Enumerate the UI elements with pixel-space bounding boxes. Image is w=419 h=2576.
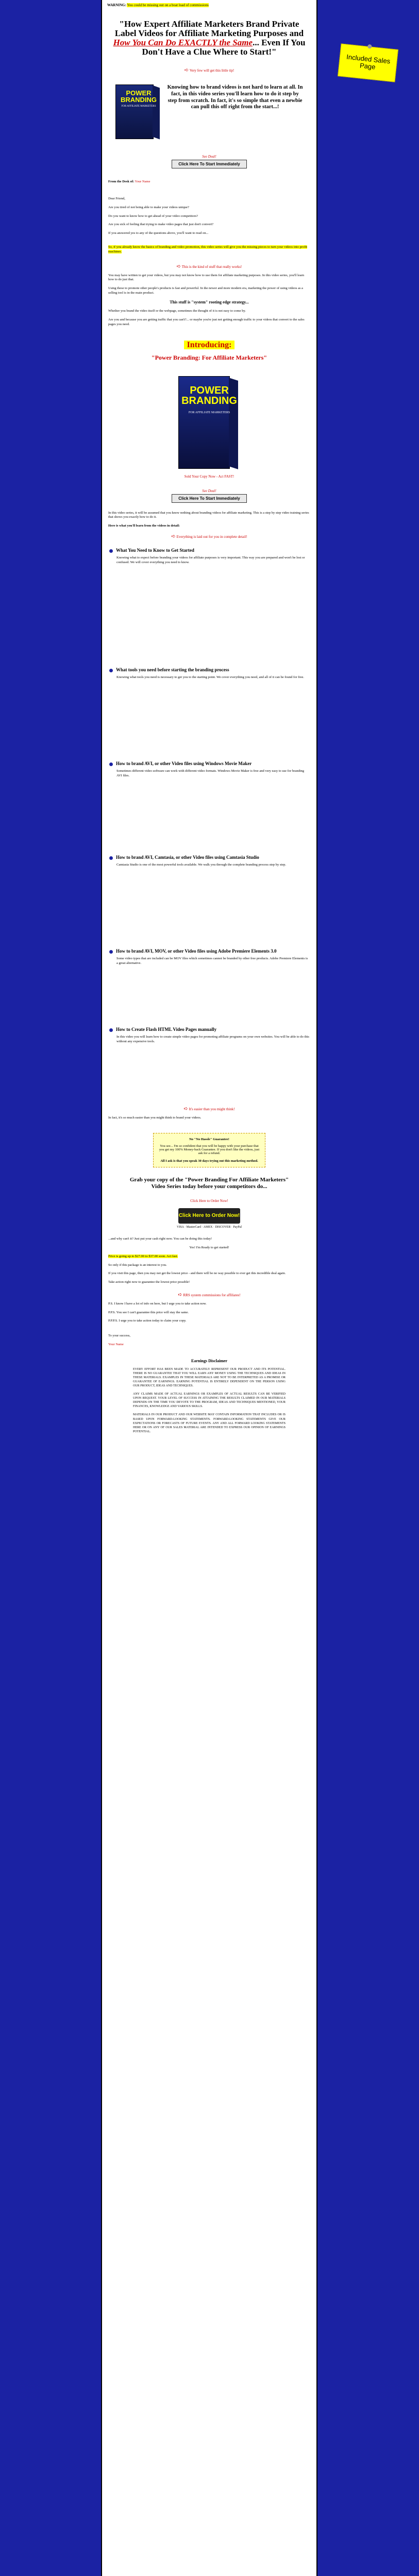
- see-deal-label: See Deal!: [202, 155, 216, 159]
- arrow-icon: ➪: [183, 1106, 188, 1112]
- paragraph: So only if this package is an interest to you.: [108, 1263, 167, 1267]
- main-headline: [109, 20, 309, 56]
- product-box-large: [178, 376, 240, 471]
- feature-title: How to brand AVI, Camtasia, or other Video files using Camtasia Studio: [116, 854, 259, 860]
- feature-title: How to brand AVI, MOV, or other Video files using Adobe Premiere Elements 3.0: [116, 948, 277, 954]
- guarantee-signature: All I ask is that you speak 30 days trying out this marketing method.: [160, 1159, 258, 1163]
- guarantee-title: No "No Hassle" Guarantee!: [189, 1137, 229, 1141]
- warning-label: WARNING:: [107, 3, 126, 7]
- headline-part2: ... Even If You Don't Have a Clue Where to Start!": [142, 37, 306, 57]
- hero-text: Knowing how to brand videos is not hard to learn at all. In fact, in this video series you'll learn how to do it step by step from scratch. In fact, it's so simple that even a newbie can pull this off right from the start...!: [167, 84, 303, 110]
- bullet-icon: [109, 669, 113, 672]
- paragraph: Take action right now to guarantee the lowest price possible!: [108, 1280, 190, 1284]
- bullet-icon: [109, 856, 113, 860]
- feature-heading: [109, 548, 309, 553]
- arrow-icon: ➪: [178, 1292, 182, 1298]
- see-deal-label: See Deal!: [202, 488, 216, 493]
- feature-paragraph: Camtasia Studio is one of the most powerful tools available. We walk you through the complete branding process step by step.: [116, 862, 286, 867]
- paragraph: ...and why can't it? Just put your cash right now. You can be doing this today!: [108, 1237, 212, 1241]
- introducing-heading: [102, 341, 316, 350]
- feature-heading: [109, 761, 309, 766]
- tip-text: This is the kind of stuff that really works!: [181, 264, 242, 269]
- paragraph: P.P.S. You see I can't guarantee this price will stay the same.: [108, 1310, 189, 1314]
- paragraph: Do you want to know how to get ahead of your video competitors?: [108, 214, 198, 218]
- feature-paragraph: Knowing what to expect before branding your videos for affiliate purposes is very important. This way you are prepared and won't be lost or confused. We will cover everything you need to know.: [116, 555, 305, 564]
- feature-heading: [109, 855, 309, 860]
- hero-section: [115, 84, 303, 141]
- order-block-1: [102, 155, 316, 168]
- order-now-button[interactable]: Click Here to Order Now!: [178, 1208, 240, 1224]
- tip-text: RRS system commissions for affiliates!: [183, 1293, 241, 1297]
- from-name: Your Name: [135, 180, 150, 184]
- product-box-subtitle: FOR AFFILIATE MARKETERS: [188, 411, 230, 414]
- tip-line: [102, 1106, 316, 1112]
- paragraph-center: Yes! I'm Ready to get started!: [189, 1245, 229, 1249]
- headline-emphasis: How You Can Do EXACTLY the Same: [113, 37, 253, 47]
- feature-sections: [102, 548, 316, 1097]
- credit-cards: VISA · MasterCard · AMEX · DISCOVER · PayPal: [177, 1226, 242, 1229]
- tip-text: It's easier than you might think!: [189, 1107, 235, 1111]
- disclaimer-paragraph: ANY CLAIMS MADE OF ACTUAL EARNINGS OR EXAMPLES OF ACTUAL RESULTS CAN BE VERIFIED UPON REQUEST. YOUR LEVEL OF SUCCESS IN ATTAINING THE RESULTS CLAIMED IN OUR MATERIALS DEPENDS ON THE TIME YOU DEVOTE TO THE PROGRAM, IDEAS AND TECHNIQUES MENTIONED, YOUR FINANCES, KNOWLEDGE AND VARIOUS SKILLS.: [133, 1393, 286, 1409]
- letter-body-6: [102, 1302, 316, 1347]
- tip-line: [102, 67, 316, 73]
- guarantee-text: You see... I'm so confident that you will be happy with your purchase that you get my 100% Money-back Guarantee. If you don't like the videos, just ask for a refund.: [159, 1144, 260, 1155]
- letter-body-5: [102, 1237, 316, 1285]
- disclaimer-paragraph: MATERIALS IN OUR PRODUCT AND OUR WEBSITE MAY CONTAIN INFORMATION THAT INCLUDES OR IS BASED UPON FORWARD-LOOKING STATEMENTS. FORWARD-LOOKING STATEMENTS GIVE OUR EXPECTATIONS OR FORECASTS OF FUTURE EVENTS. ANY AND ALL FORWARD LOOKING STATEMENTS HERE OR ON ANY OF OUR SALES MATERIAL ARE INTENDED TO EXPRESS OUR OPINION OF EARNINGS POTENTIAL.: [133, 1413, 286, 1433]
- product-title: "Power Branding: For Affiliate Marketers": [151, 353, 267, 361]
- paragraph: Are you and because you are getting traffic that you can't?... or maybe you're just not getting enough traffic to your videos that convert to the sales pages you need.: [108, 318, 305, 326]
- feature-paragraph: Sometimes different video software can work with different video formats. Windows Movie Maker is free and very easy to use for branding AVI files.: [116, 769, 304, 777]
- feature-heading: [109, 667, 309, 672]
- highlight-text: So, if you already know the basics of branding and video promotion, this video series will give you the missing pieces to turn your videos into profit machines.: [108, 245, 307, 253]
- start-immediately-button[interactable]: Click Here To Start Immediately: [172, 494, 246, 503]
- guarantee-box: [153, 1133, 265, 1167]
- letter-body-4: [102, 1116, 316, 1121]
- warning-text: You could be missing out on a boat load of commissions: [127, 3, 209, 7]
- paragraph: If you answered yes to any of the questions above, you'll want to read on...: [108, 231, 209, 235]
- paragraph: P.S. I know I have a lot of info on here, but I urge you to take action now.: [108, 1301, 207, 1306]
- paragraph: You may have written to get your videos, but you may not know how to use them for affiliate marketing purposes. In this video series, you'll learn how to do just that.: [108, 273, 305, 282]
- paragraph: If you visit this page, then you may not get the lowest price - and there will be no way possible to ever get this incredible deal again.: [108, 1272, 286, 1276]
- closing: To your success,: [108, 1334, 131, 1338]
- warning-bar: [102, 0, 316, 9]
- feature-title: How to brand AVI, or other Video files using Windows Movie Maker: [116, 760, 252, 766]
- feature-text: [116, 556, 309, 659]
- tip-line: [102, 264, 316, 269]
- feature-paragraph: Knowing what tools you need is necessary to get you to the starting point. We cover everything you need, and all of it can be found for free.: [116, 675, 304, 679]
- bullet-icon: [109, 950, 113, 954]
- disclaimer-title: Earnings Disclaimer: [191, 1358, 227, 1363]
- introducing-text: Introducing:: [184, 341, 235, 349]
- bullet-icon: [109, 1028, 113, 1032]
- included-sales-page-note: [338, 43, 398, 82]
- feature-text: [116, 675, 309, 753]
- product-box-title: POWER BRANDING: [181, 384, 237, 406]
- tip-line: [102, 534, 316, 539]
- disclaimer-paragraph: EVERY EFFORT HAS BEEN MADE TO ACCURATELY REPRESENT OUR PRODUCT AND ITS POTENTIAL. THERE IS NO GUARANTEE THAT YOU WILL EARN ANY MONEY USING THE TECHNIQUES AND IDEAS IN THESE MATERIALS. EXAMPLES IN THESE MATERIALS ARE NOT TO BE INTERPRETED AS A PROMISE OR GUARANTEE OF EARNINGS. EARNING POTENTIAL IS ENTIRELY DEPENDENT ON THE PERSON USING OUR PRODUCT, IDEAS AND TECHNIQUES.: [133, 1367, 286, 1388]
- feature-text: [116, 1035, 309, 1097]
- pin-icon: [367, 44, 372, 49]
- feature-text: [116, 863, 309, 940]
- product-box-subtitle: FOR AFFILIATE MARKETERS: [121, 105, 156, 108]
- paragraph-highlight: [108, 1255, 310, 1259]
- paragraph: Here is what you'll learn from the videos in detail:: [108, 524, 180, 528]
- headline-part1: "How Expert Affiliate Marketers Brand Private Label Videos for Affiliate Marketing Purposes and: [114, 19, 304, 38]
- paragraph: Dear Friend,: [108, 197, 125, 201]
- feature-paragraph: Some video types that are included can be MOV files which sometimes cannot be branded by other free products. Adobe Premiere Elements is a great alternative.: [116, 956, 308, 965]
- paragraph: In this video series, it will be assumed that you know nothing about branding videos for affiliate marketing. This is a step by step video training series that shows you exactly how to do it.: [108, 511, 309, 519]
- letter-body-1: [102, 180, 316, 254]
- bullet-icon: [109, 549, 113, 553]
- signature-name: Your Name: [108, 1342, 124, 1346]
- price-line: Sold Your Copy Now - Act FAST!: [184, 474, 234, 479]
- paragraph: P.P.P.S. I urge you to take action today to claim your copy.: [108, 1319, 187, 1323]
- order-link[interactable]: [102, 1199, 316, 1203]
- page-content: [101, 0, 317, 2576]
- from-line: [108, 180, 310, 184]
- letter-body-3: [102, 511, 316, 529]
- tip-text: Everything is laid out for you in complete detail!: [176, 534, 247, 539]
- feature-paragraph: In this video you will learn how to create simple video pages for promoting affiliate programs on your own websites. You will be able to do this without any expensive tools.: [116, 1035, 309, 1043]
- bullet-icon: [109, 762, 113, 766]
- feature-title: What You Need to Know to Get Started: [116, 547, 194, 553]
- arrow-icon: ➪: [184, 67, 189, 74]
- tip-line: [102, 1292, 316, 1298]
- highlight-text: Price is going up to $27.00 to $37.00 soon. Act fast.: [108, 1254, 178, 1258]
- paragraph: Whether you brand the video itself or the webpage, sometimes the thought of it is not easy to come by.: [108, 309, 246, 313]
- letter-body-2: [102, 274, 316, 327]
- feature-heading: [109, 1027, 309, 1032]
- feature-heading: [109, 948, 309, 954]
- paragraph-highlight: [108, 245, 310, 255]
- paragraph: Are you tired of not being able to make your videos unique?: [108, 205, 189, 209]
- paragraph: Using these to promote other people's products is fast and powerful. In the newer and more modern era, marketing the power of using videos as a selling tool is in the main product.: [108, 286, 303, 295]
- product-box-title: POWER BRANDING: [120, 89, 157, 104]
- start-immediately-button[interactable]: Click Here To Start Immediately: [172, 160, 246, 168]
- sticky-text: Included Sales Page: [346, 53, 391, 71]
- product-box-image: [115, 84, 162, 141]
- paragraph-center: This stuff is "system" rooting edge strategy...: [170, 299, 249, 304]
- paragraph: In fact, it's so much easier than you might think to brand your videos.: [108, 1115, 202, 1120]
- tip-text: Very few will get this little tip!: [189, 69, 234, 73]
- order-link-text[interactable]: Click Here to Order Now!: [190, 1199, 228, 1204]
- feature-text: [116, 769, 309, 846]
- from-label: From the Desk of:: [108, 180, 135, 184]
- paragraph: Are you sick of feeling that trying to make video pages that just don't convert?: [108, 223, 214, 227]
- grab-heading: Grab your copy of the "Power Branding For Affiliate Marketers" Video Series today before your competitors do...: [129, 1176, 289, 1190]
- feature-title: How to Create Flash HTML Video Pages manually: [116, 1026, 217, 1032]
- feature-text: [116, 957, 309, 1019]
- arrow-icon: ➪: [171, 533, 176, 539]
- feature-title: What tools you need before starting the branding process: [116, 667, 229, 672]
- arrow-icon: ➪: [176, 263, 181, 269]
- order-block-2: [102, 489, 316, 503]
